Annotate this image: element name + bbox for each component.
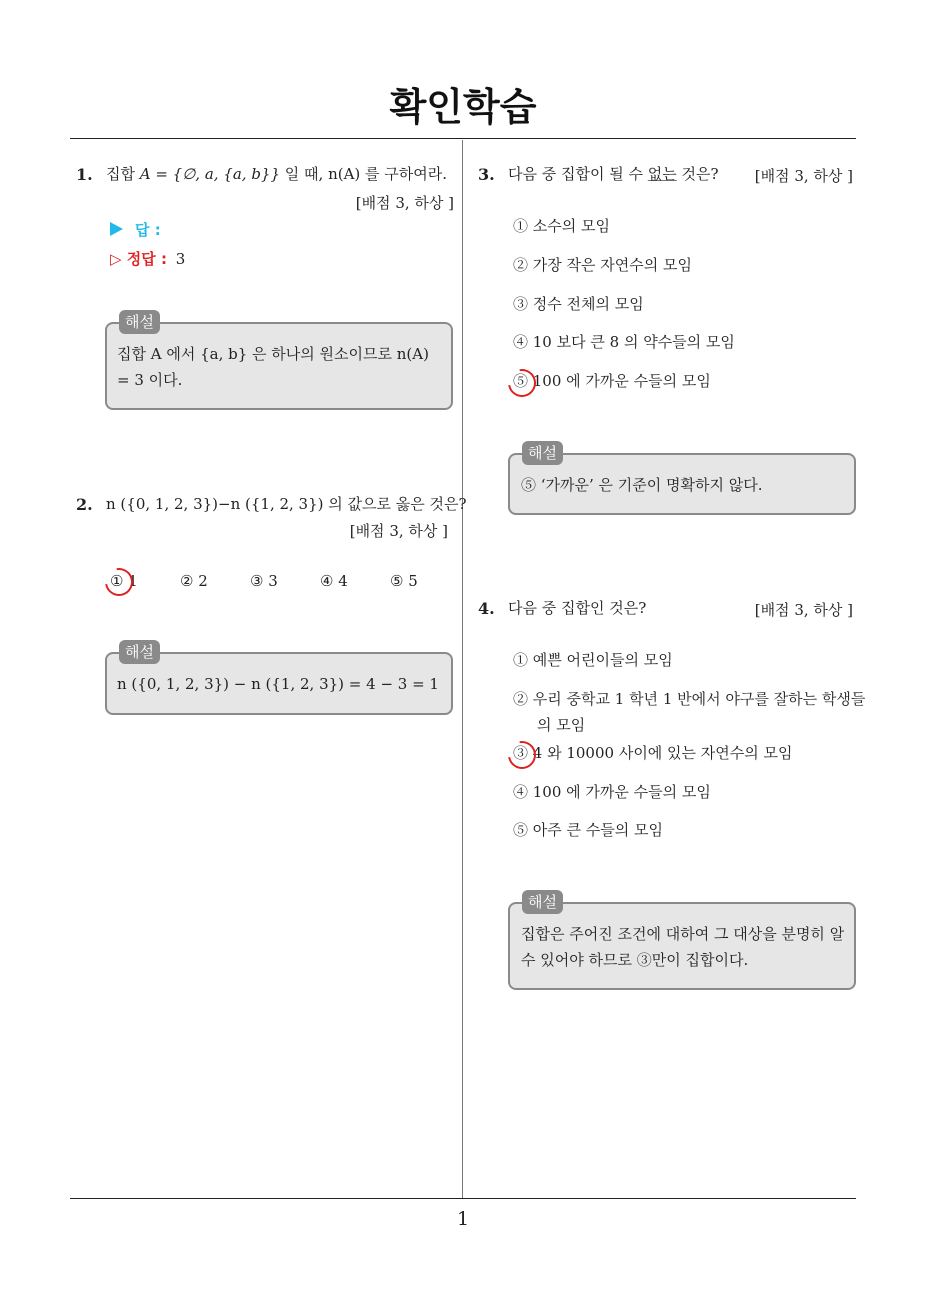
explanation-label: 해설 (119, 310, 160, 334)
question-text: 다음 중 집합이 될 수 없는 것은? (508, 165, 719, 183)
score-meta: [배점 3, 하상 ] (355, 194, 454, 212)
answer-row: 답 : (110, 219, 161, 240)
column-divider (462, 140, 463, 1198)
option-2[interactable]: ② 가장 작은 자연수의 모임 (513, 256, 692, 274)
question-number: 3. (478, 165, 495, 184)
option-4[interactable]: ④ 100 에 가까운 수들의 모임 (513, 783, 711, 801)
question-text: n ({0, 1, 2, 3})−n ({1, 2, 3}) 의 값으로 옳은 것은? (106, 495, 467, 513)
option-2[interactable]: ② 우리 중학교 1 학년 1 반에서 야구를 잘하는 학생들의 모임 (513, 690, 866, 734)
play-arrow-icon (110, 222, 123, 236)
option-2[interactable]: ② 2 (180, 572, 208, 590)
question-number: 4. (478, 599, 495, 618)
option-5[interactable]: ⑤ 100 에 가까운 수들의 모임 (513, 372, 711, 390)
score-meta: [배점 3, 하상 ] (349, 522, 448, 540)
explanation-label: 해설 (522, 441, 563, 465)
question-number: 2. (76, 495, 93, 514)
option-3[interactable]: ③ 3 (250, 572, 278, 590)
option-3[interactable]: ③ 정수 전체의 모임 (513, 295, 644, 313)
correct-answer-row: ▷ 정답 : 3 (110, 250, 186, 268)
option-5[interactable]: ⑤ 5 (390, 572, 418, 590)
option-3[interactable]: ③ 4 와 10000 사이에 있는 자연수의 모임 (513, 744, 793, 762)
score-meta: [배점 3, 하상 ] (754, 167, 853, 185)
option-1[interactable]: ① 예쁜 어린이들의 모임 (513, 651, 673, 669)
explanation-label: 해설 (522, 890, 563, 914)
option-5[interactable]: ⑤ 아주 큰 수들의 모임 (513, 821, 663, 839)
explanation-text: 집합 A 에서 {a, b} 은 하나의 원소이므로 n(A) = 3 이다. (117, 345, 429, 389)
option-4[interactable]: ④ 10 보다 큰 8 의 약수들의 모임 (513, 333, 735, 351)
explanation-label: 해설 (119, 640, 160, 664)
bottom-rule (70, 1198, 856, 1199)
explanation-text: ⑤ ‘가까운’ 은 기준이 명확하지 않다. (521, 476, 763, 494)
top-rule (70, 138, 856, 139)
score-meta: [배점 3, 하상 ] (754, 601, 853, 619)
explanation-text: 집합은 주어진 조건에 대하여 그 대상을 분명히 알 수 있어야 하므로 ③만이 집합이다. (521, 925, 845, 969)
option-1[interactable]: ① 1 (110, 572, 138, 590)
question-number: 1. (76, 165, 93, 184)
question-text: 집합 A = {∅, a, {a, b}} 일 때, n(A) 를 구하여라. (106, 165, 448, 183)
page-number: 1 (456, 1208, 470, 1230)
page-title: 확인학습 (389, 85, 537, 129)
explanation-text: n ({0, 1, 2, 3}) − n ({1, 2, 3}) = 4 − 3 = 1 (117, 675, 439, 693)
question-text: 다음 중 집합인 것은? (508, 599, 647, 617)
option-1[interactable]: ① 소수의 모임 (513, 217, 610, 235)
option-4[interactable]: ④ 4 (320, 572, 348, 590)
